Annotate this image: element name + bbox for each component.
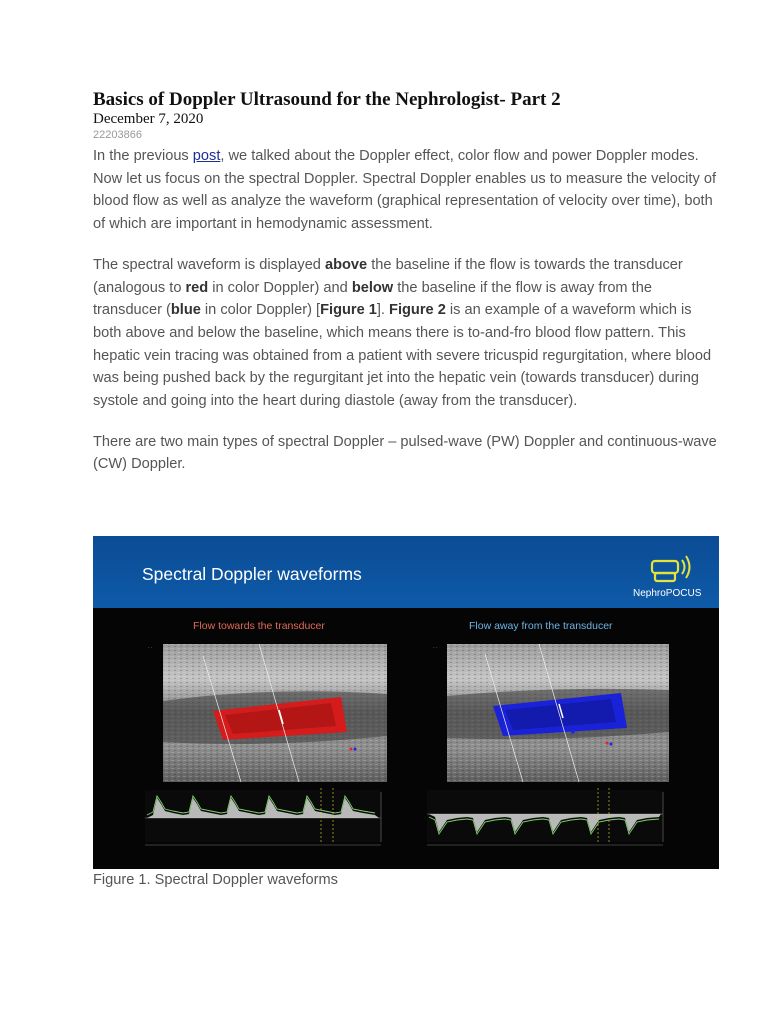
figure-1 <box>93 536 719 869</box>
banner-title: Spectral Doppler waveforms <box>142 564 362 584</box>
bold-term: above <box>324 256 368 273</box>
previous-post-link[interactable]: post <box>192 148 221 164</box>
bold-term: blue <box>170 302 201 319</box>
paragraph-intro <box>93 145 723 236</box>
flow-artifact <box>610 743 613 746</box>
flow-artifact <box>571 730 575 734</box>
flow-artifact <box>606 742 609 745</box>
flow-artifact <box>354 748 357 751</box>
scale-marker: · · <box>148 645 153 651</box>
paragraph-waveform <box>93 254 723 413</box>
paragraph-types: There are two main types of spectral Doppler – pulsed-wave (PW) Doppler and continuous-wave (CW) Doppler. <box>93 433 717 473</box>
paragraph-text: The spectral waveform is displayed <box>93 256 325 273</box>
left-panel-label: Flow towards the transducer <box>193 620 325 632</box>
paragraph-text: is an example of a waveform which is both above and below the baseline, which means there is to-and-fro blood flow pattern. This hepatic vein tracing was obtained from a patient with severe tricuspid regurgitation, where blood was being pushed back by the regurgitant jet into the hepatic vein (towards transducer) during systole and going into the heart during diastole (away from the transducer). <box>93 302 712 410</box>
bold-term: red <box>185 279 209 296</box>
scale-marker: · · <box>433 645 438 651</box>
paragraph-text: , we talked about the Doppler effect, color flow and power Doppler modes. Now let us focus on the spectral Doppler. Spectral Doppler enables us to measure the velocity of blood flow as well as analyze the waveform (graphical representation of velocity over time), both of which are important in hemodynamic assessment. <box>93 148 716 233</box>
figure-image <box>93 536 719 869</box>
brand-name: NephroPOCUS <box>633 588 702 599</box>
paragraph-text: the baseline if the flow is away from the transducer ( <box>93 279 652 319</box>
paragraph-text: in color Doppler) and <box>208 279 352 296</box>
figure-reference: Figure 1 <box>320 302 377 319</box>
article-date: December 7, 2020 <box>93 111 204 127</box>
right-ultrasound-panel <box>433 644 669 782</box>
left-spectral-trace <box>145 788 381 845</box>
article-title: Basics of Doppler Ultrasound for the Nephrologist- Part 2 <box>93 89 561 110</box>
figure-reference: Figure 2 <box>389 302 446 319</box>
paragraph-text: the baseline if the flow is towards the transducer (analogous to <box>93 256 683 296</box>
bold-term: below <box>351 279 394 296</box>
article <box>93 88 723 494</box>
flow-artifact <box>350 748 353 751</box>
figure-caption: Figure 1. Spectral Doppler waveforms <box>93 872 338 888</box>
paragraph-text: In the previous <box>93 148 193 164</box>
paragraph-text: in color Doppler) [ <box>200 302 321 319</box>
document-id: 22203866 <box>93 129 142 141</box>
right-spectral-trace <box>427 788 663 845</box>
paragraph-text: ]. <box>376 302 390 319</box>
left-ultrasound-panel <box>148 644 387 782</box>
right-panel-label: Flow away from the transducer <box>469 620 613 632</box>
